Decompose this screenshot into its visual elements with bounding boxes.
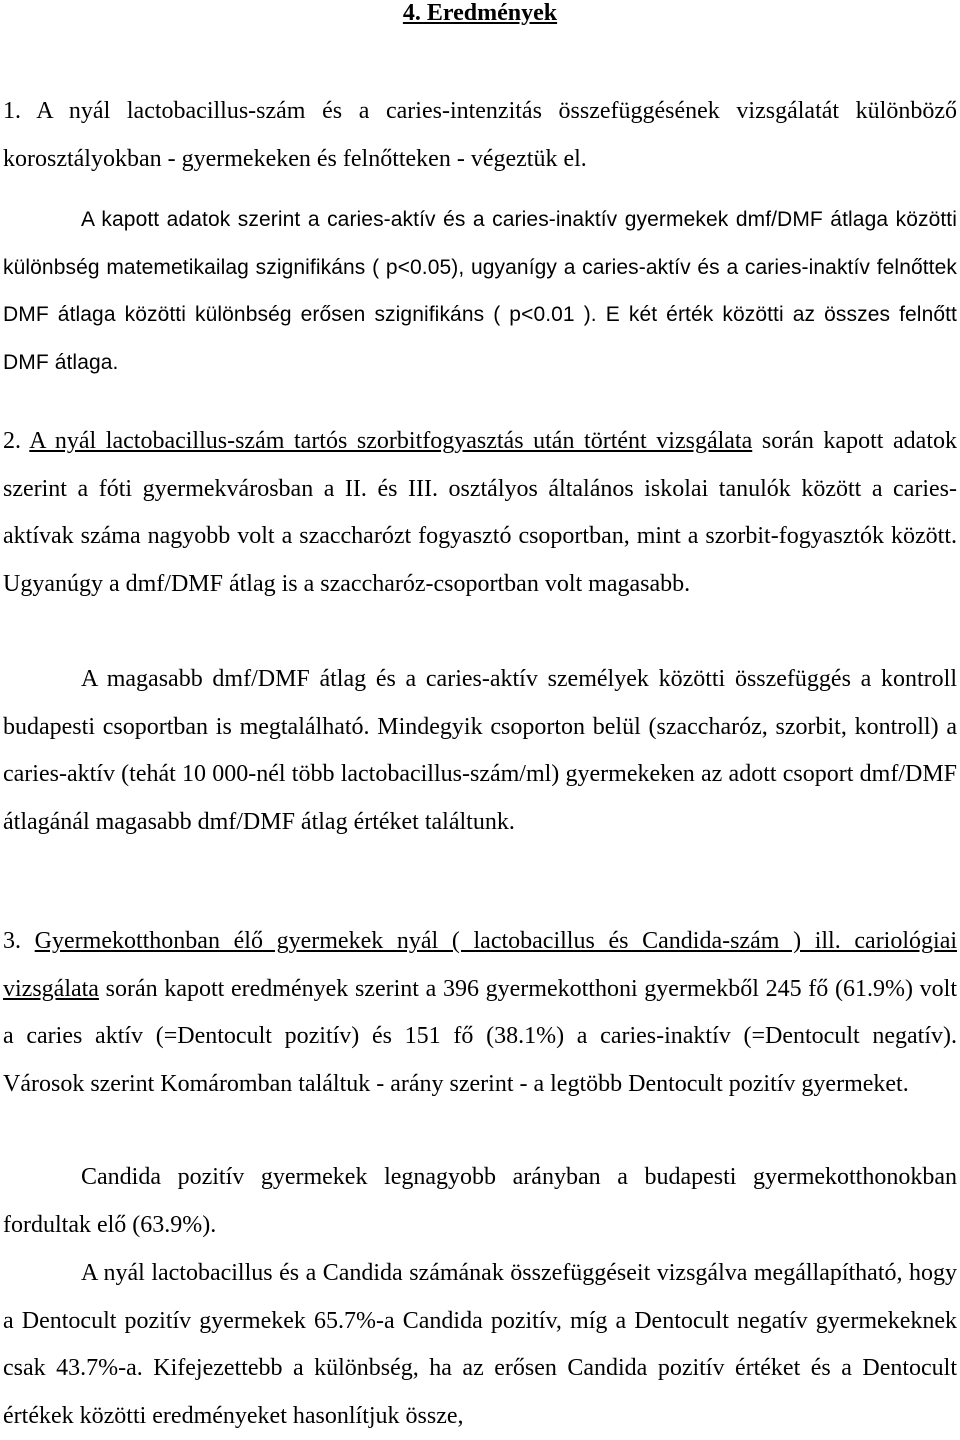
paragraph-3-number: 2. [3, 428, 21, 454]
paragraph-4: A magasabb dmf/DMF átlag és a caries-aktív személyek közötti összefüggés a kontroll budapesti csoportban is megtalálható. Mindegyik csoporton belül (szaccharóz, szorbit, kontroll) a caries-aktív (tehát 10 000-nél több lactobacillus-szám/ml) gyermekeken az adott csoport dmf/DMF átlagánál magasabb dmf/DMF átlag értéket találtunk. [3, 666, 957, 835]
paragraph-5-heading: Gyermekotthonban élő gyermekek nyál ( lactobacillus és Candida-szám ) ill. cariológiai vizsgálata [3, 928, 958, 1002]
paragraph-5-number: 3. [3, 928, 21, 954]
paragraph-1: 1. A nyál lactobacillus-szám és a caries-intenzitás összefüggésének vizsgálatát különböző korosztályokban - gyermekeken és felnőtteken - végeztük el. [3, 98, 957, 172]
paragraph-3-heading: A nyál lactobacillus-szám tartós szorbitfogyasztás után történt vizsgálata [29, 428, 753, 454]
paragraph-3 [3, 418, 957, 608]
paragraph-5 [3, 918, 957, 1108]
section-title: 4. Eredmények [402, 0, 558, 26]
paragraph-7: A nyál lactobacillus és a Candida számának összefüggéseit vizsgálva megállapítható, hogy a Dentocult pozitív gyermekek 65.7%-a Candida pozitív, míg a Dentocult negatív gyermekeknek csak 43.7%-a. Kifejezettebb a különbség, ha az erősen Candida pozitív értéket és a Dentocult értékek közötti eredményeket hasonlítjuk össze, [3, 1260, 957, 1429]
paragraph-2: A kapott adatok szerint a caries-aktív és a caries-inaktív gyermekek dmf/DMF átlaga közötti különbség matemetikailag szignifikáns ( p<0.05), ugyanígy a caries-aktív és a caries-inaktív felnőttek DMF átlaga közötti különbség erősen szignifikáns ( p<0.01 ). E két érték közötti az összes felnőtt DMF átlaga. [3, 208, 957, 374]
paragraph-5-text: során kapott eredmények szerint a 396 gyermekotthoni gyermekből 245 fő (61.9%) volt a caries aktív (=Dentocult pozitív) és 151 fő (38.1%) a caries-inaktív (=Dentocult negatív). Városok szerint Komáromban találtuk - arány szerint - a legtöbb Dentocult pozitív gyermeket. [3, 975, 957, 1097]
paragraph-6: Candida pozitív gyermekek legnagyobb arányban a budapesti gyermekotthonokban fordultak elő (63.9%). [3, 1164, 957, 1238]
paragraph-3-text: során kapott adatok szerint a fóti gyermekvárosban a II. és III. osztályos általános iskolai tanulók között a caries-aktívak száma nagyobb volt a szaccharózt fogyasztó csoportban, mint a szorbit-fogyasztók között. Ugyanúgy a dmf/DMF átlag is a szaccharóz-csoportban volt magasabb. [3, 428, 957, 597]
